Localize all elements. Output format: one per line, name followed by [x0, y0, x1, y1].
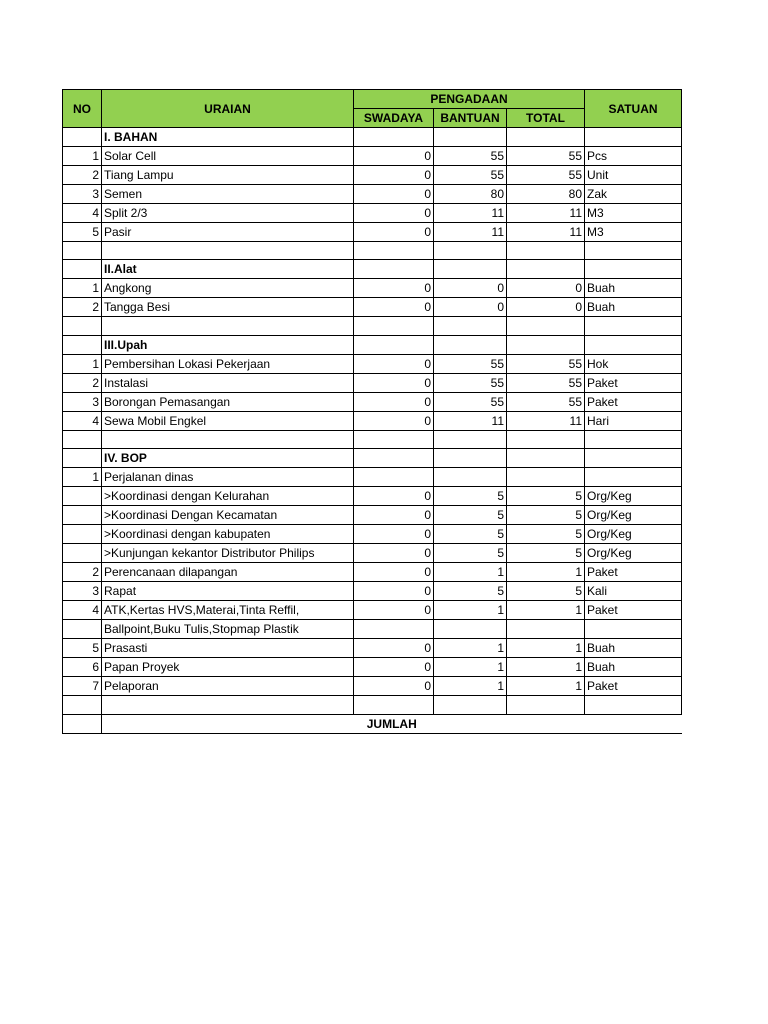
cell-bantuan — [434, 468, 507, 487]
table-row — [63, 639, 682, 658]
cell-uraian — [102, 242, 354, 260]
cell-swadaya: 0 — [354, 166, 434, 185]
table-body — [63, 128, 682, 715]
cell-total: 1 — [507, 601, 585, 620]
section-row — [63, 335, 682, 354]
cell-satuan: Paket — [585, 677, 682, 696]
cell-no — [63, 449, 102, 468]
cell-swadaya: 0 — [354, 392, 434, 411]
cell-bantuan: 5 — [434, 487, 507, 506]
cell-total: 0 — [507, 279, 585, 298]
cell-swadaya — [354, 430, 434, 448]
cell-satuan: Kali — [585, 582, 682, 601]
cell-no: 2 — [63, 563, 102, 582]
blank-row — [63, 430, 682, 448]
cell-bantuan: 11 — [434, 223, 507, 242]
cell-no: 1 — [63, 354, 102, 373]
cell-no — [63, 317, 102, 335]
cell-swadaya: 0 — [354, 677, 434, 696]
cell-satuan: Paket — [585, 563, 682, 582]
table-row — [63, 468, 682, 487]
cell-bantuan: 5 — [434, 582, 507, 601]
table-row — [63, 563, 682, 582]
cell-total: 1 — [507, 639, 585, 658]
cell-swadaya — [354, 468, 434, 487]
section-row — [63, 260, 682, 279]
cell-uraian: I. BAHAN — [102, 128, 354, 147]
cell-swadaya: 0 — [354, 279, 434, 298]
jumlah-row — [63, 714, 682, 733]
cell-no — [63, 696, 102, 714]
cell-bantuan — [434, 620, 507, 639]
cell-bantuan: 55 — [434, 147, 507, 166]
cell-uraian: >Koordinasi dengan Kelurahan — [102, 487, 354, 506]
header-bantuan: BANTUAN — [434, 109, 507, 128]
cell-satuan: Paket — [585, 601, 682, 620]
cell-no — [63, 506, 102, 525]
cell-satuan: Hok — [585, 354, 682, 373]
table-row — [63, 185, 682, 204]
cell-no: 1 — [63, 468, 102, 487]
cell-swadaya: 0 — [354, 487, 434, 506]
cell-uraian: >Kunjungan kekantor Distributor Philips — [102, 544, 354, 563]
cell-swadaya — [354, 335, 434, 354]
cell-no — [63, 544, 102, 563]
cell-total: 5 — [507, 506, 585, 525]
cell-uraian: Rapat — [102, 582, 354, 601]
cell-uraian: II.Alat — [102, 260, 354, 279]
cell-no: 1 — [63, 147, 102, 166]
table-row — [63, 525, 682, 544]
cell-swadaya — [354, 260, 434, 279]
cell-bantuan: 5 — [434, 525, 507, 544]
cell-total — [507, 317, 585, 335]
header-total: TOTAL — [507, 109, 585, 128]
cell-swadaya — [354, 620, 434, 639]
cell-total: 1 — [507, 658, 585, 677]
cell-uraian: ATK,Kertas HVS,Materai,Tinta Reffil, — [102, 601, 354, 620]
cell-uraian: Semen — [102, 185, 354, 204]
cell-satuan — [585, 242, 682, 260]
table-row — [63, 658, 682, 677]
cell-satuan: Hari — [585, 411, 682, 430]
cell-total: 1 — [507, 563, 585, 582]
table-header — [63, 90, 682, 128]
cell-bantuan: 1 — [434, 639, 507, 658]
cell-total: 55 — [507, 354, 585, 373]
table-row — [63, 147, 682, 166]
cell-satuan: Org/Keg — [585, 506, 682, 525]
cell-bantuan: 5 — [434, 544, 507, 563]
cell-uraian — [102, 317, 354, 335]
cell-total: 55 — [507, 373, 585, 392]
header-satuan: SATUAN — [585, 90, 682, 128]
cell-no: 6 — [63, 658, 102, 677]
cell-no — [63, 260, 102, 279]
cell-bantuan — [434, 128, 507, 147]
cell-bantuan: 55 — [434, 354, 507, 373]
cell-satuan — [585, 468, 682, 487]
cell-uraian — [102, 696, 354, 714]
cell-uraian — [102, 430, 354, 448]
cell-swadaya — [354, 317, 434, 335]
cell-total — [507, 242, 585, 260]
cell-satuan: Buah — [585, 298, 682, 317]
cell-no: 4 — [63, 411, 102, 430]
cell-satuan: Pcs — [585, 147, 682, 166]
cell-bantuan: 0 — [434, 279, 507, 298]
cell-uraian: Prasasti — [102, 639, 354, 658]
cell-satuan — [585, 449, 682, 468]
cell-bantuan: 0 — [434, 298, 507, 317]
table-row — [63, 373, 682, 392]
cell-uraian: Solar Cell — [102, 147, 354, 166]
cell-swadaya: 0 — [354, 506, 434, 525]
cell-satuan: Paket — [585, 373, 682, 392]
cell-swadaya: 0 — [354, 601, 434, 620]
cell-satuan — [585, 260, 682, 279]
cell-uraian: Pembersihan Lokasi Pekerjaan — [102, 354, 354, 373]
cell-bantuan: 5 — [434, 506, 507, 525]
cell-satuan — [585, 620, 682, 639]
cell-total: 55 — [507, 392, 585, 411]
cell-total: 55 — [507, 147, 585, 166]
cell-total: 5 — [507, 544, 585, 563]
cell-swadaya: 0 — [354, 373, 434, 392]
cell-total — [507, 468, 585, 487]
cell-swadaya — [354, 128, 434, 147]
table-row — [63, 677, 682, 696]
cell-total — [507, 430, 585, 448]
cell-no — [63, 430, 102, 448]
cell-no — [63, 242, 102, 260]
cell-satuan: Zak — [585, 185, 682, 204]
cell-uraian: Split 2/3 — [102, 204, 354, 223]
cell-bantuan: 80 — [434, 185, 507, 204]
cell-no: 2 — [63, 373, 102, 392]
cell-swadaya: 0 — [354, 525, 434, 544]
cell-uraian: Tiang Lampu — [102, 166, 354, 185]
cell-total: 11 — [507, 204, 585, 223]
cell-uraian: >Koordinasi Dengan Kecamatan — [102, 506, 354, 525]
cell-bantuan: 11 — [434, 204, 507, 223]
cell-satuan — [585, 430, 682, 448]
cell-total: 11 — [507, 223, 585, 242]
table-row — [63, 392, 682, 411]
cell-uraian: IV. BOP — [102, 449, 354, 468]
section-row — [63, 449, 682, 468]
table-footer — [63, 714, 682, 733]
cell-bantuan — [434, 317, 507, 335]
header-no: NO — [63, 90, 102, 128]
cell-uraian: Papan Proyek — [102, 658, 354, 677]
table-row — [63, 544, 682, 563]
cell-total: 5 — [507, 525, 585, 544]
blank-row — [63, 242, 682, 260]
cell-bantuan — [434, 449, 507, 468]
cell-no: 4 — [63, 601, 102, 620]
cell-uraian: Pasir — [102, 223, 354, 242]
cell-no: 4 — [63, 204, 102, 223]
cell-no: 3 — [63, 185, 102, 204]
cell-no: 3 — [63, 582, 102, 601]
cell-total: 55 — [507, 166, 585, 185]
cell-satuan — [585, 317, 682, 335]
cell-swadaya: 0 — [354, 204, 434, 223]
section-row — [63, 128, 682, 147]
cell-no: 2 — [63, 298, 102, 317]
cell-bantuan — [434, 260, 507, 279]
cell-total: 5 — [507, 582, 585, 601]
cell-bantuan: 55 — [434, 373, 507, 392]
cell-satuan: Buah — [585, 658, 682, 677]
cell-bantuan — [434, 242, 507, 260]
cell-satuan: M3 — [585, 204, 682, 223]
cell-total — [507, 696, 585, 714]
cell-uraian: Perjalanan dinas — [102, 468, 354, 487]
cell-no: 3 — [63, 392, 102, 411]
cell-uraian: Angkong — [102, 279, 354, 298]
cell-total: 80 — [507, 185, 585, 204]
cell-satuan — [585, 696, 682, 714]
cell-bantuan: 55 — [434, 166, 507, 185]
cell-swadaya: 0 — [354, 411, 434, 430]
cell-swadaya: 0 — [354, 354, 434, 373]
table-row — [63, 506, 682, 525]
table-row — [63, 411, 682, 430]
header-pengadaan: PENGADAAN — [354, 90, 585, 109]
cell-uraian: Instalasi — [102, 373, 354, 392]
table-row — [63, 298, 682, 317]
cell-no: 7 — [63, 677, 102, 696]
table-row — [63, 279, 682, 298]
blank-row — [63, 317, 682, 335]
cell-swadaya: 0 — [354, 582, 434, 601]
cell-bantuan — [434, 335, 507, 354]
table-row — [63, 204, 682, 223]
cell-swadaya: 0 — [354, 147, 434, 166]
cell-uraian: Pelaporan — [102, 677, 354, 696]
header-uraian: URAIAN — [102, 90, 354, 128]
cell-no — [63, 335, 102, 354]
cell-satuan — [585, 335, 682, 354]
cell-satuan: M3 — [585, 223, 682, 242]
cell-no — [63, 525, 102, 544]
cell-total: 5 — [507, 487, 585, 506]
cell-bantuan: 11 — [434, 411, 507, 430]
cell-uraian: Ballpoint,Buku Tulis,Stopmap Plastik — [102, 620, 354, 639]
cell-total — [507, 128, 585, 147]
cell-no: 5 — [63, 223, 102, 242]
cell-total: 11 — [507, 411, 585, 430]
cell-swadaya: 0 — [354, 544, 434, 563]
cell-bantuan — [434, 430, 507, 448]
blank-row — [63, 696, 682, 714]
cell-satuan: Org/Keg — [585, 487, 682, 506]
cell-no — [63, 487, 102, 506]
cell-total — [507, 260, 585, 279]
cell-swadaya — [354, 696, 434, 714]
table-row — [63, 601, 682, 620]
cell-swadaya: 0 — [354, 185, 434, 204]
cell-no — [63, 128, 102, 147]
cell-swadaya: 0 — [354, 223, 434, 242]
table-row — [63, 582, 682, 601]
table-row — [63, 166, 682, 185]
jumlah-label: JUMLAH — [102, 714, 682, 733]
cell-total: 0 — [507, 298, 585, 317]
cell-bantuan: 1 — [434, 658, 507, 677]
cell-total: 1 — [507, 677, 585, 696]
cell-uraian: Perencanaan dilapangan — [102, 563, 354, 582]
table-row — [63, 487, 682, 506]
cell-swadaya: 0 — [354, 658, 434, 677]
cell-uraian: Sewa Mobil Engkel — [102, 411, 354, 430]
cell-satuan: Buah — [585, 639, 682, 658]
cell-bantuan: 1 — [434, 563, 507, 582]
cell-satuan: Unit — [585, 166, 682, 185]
cell-swadaya: 0 — [354, 298, 434, 317]
cell-swadaya: 0 — [354, 639, 434, 658]
table-row — [63, 354, 682, 373]
cell-satuan: Org/Keg — [585, 525, 682, 544]
cell-swadaya: 0 — [354, 563, 434, 582]
cell-no: 1 — [63, 279, 102, 298]
table-row — [63, 620, 682, 639]
cell-satuan: Buah — [585, 279, 682, 298]
jumlah-no-cell — [63, 714, 102, 733]
cell-no: 5 — [63, 639, 102, 658]
table-row — [63, 223, 682, 242]
cell-total — [507, 449, 585, 468]
cell-no: 2 — [63, 166, 102, 185]
cell-bantuan: 1 — [434, 677, 507, 696]
cell-swadaya — [354, 242, 434, 260]
cell-satuan: Paket — [585, 392, 682, 411]
cell-bantuan: 55 — [434, 392, 507, 411]
cell-uraian: III.Upah — [102, 335, 354, 354]
cell-satuan — [585, 128, 682, 147]
cell-uraian: Tangga Besi — [102, 298, 354, 317]
header-swadaya: SWADAYA — [354, 109, 434, 128]
cell-bantuan — [434, 696, 507, 714]
cell-swadaya — [354, 449, 434, 468]
cell-uraian: Borongan Pemasangan — [102, 392, 354, 411]
cell-bantuan: 1 — [434, 601, 507, 620]
cell-no — [63, 620, 102, 639]
cell-total — [507, 620, 585, 639]
cell-uraian: >Koordinasi dengan kabupaten — [102, 525, 354, 544]
cell-total — [507, 335, 585, 354]
cost-table — [62, 89, 682, 734]
cell-satuan: Org/Keg — [585, 544, 682, 563]
